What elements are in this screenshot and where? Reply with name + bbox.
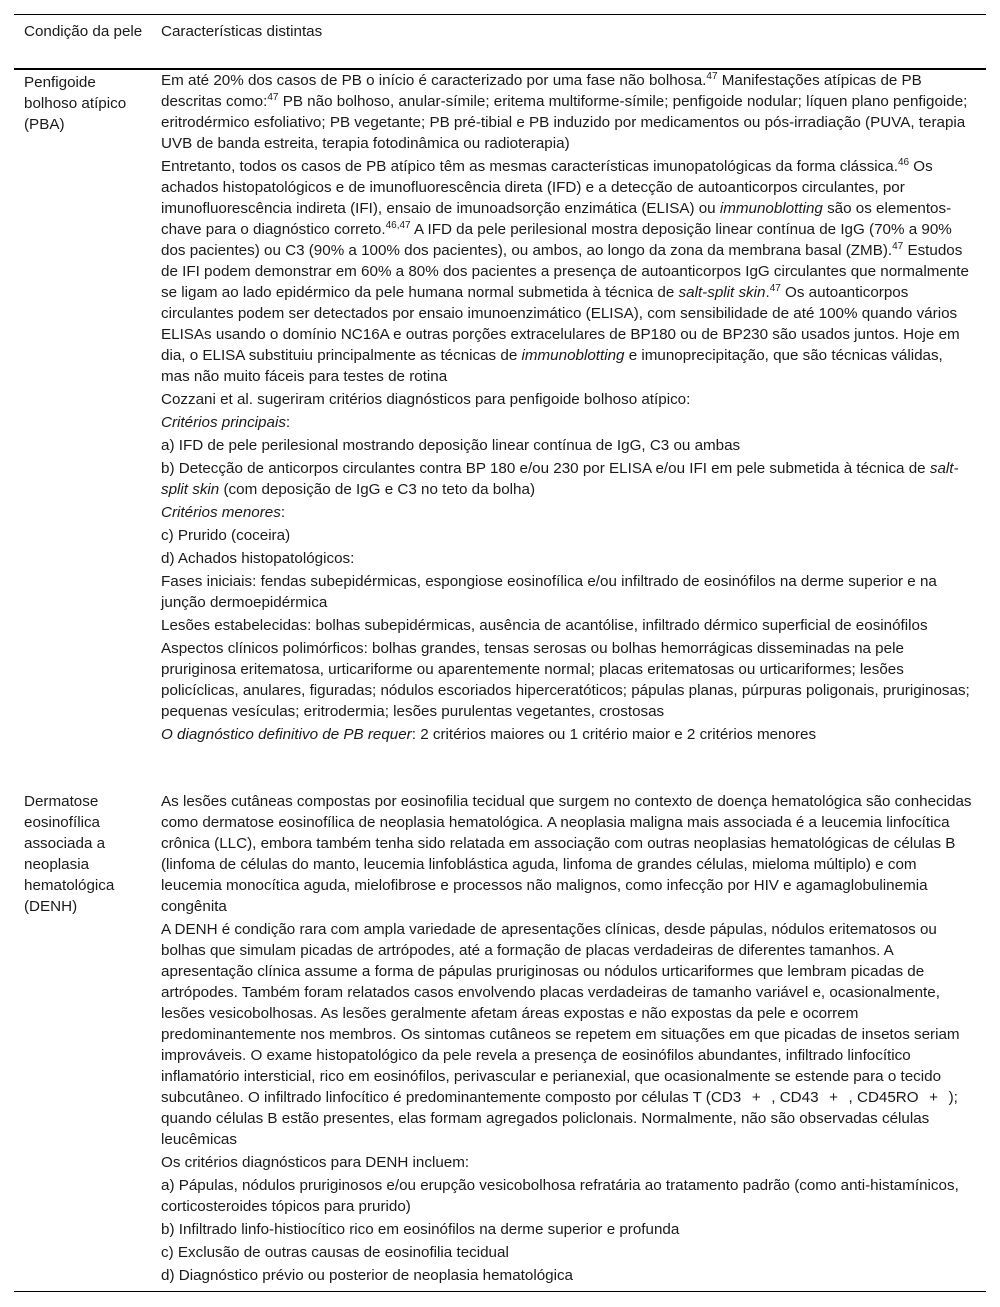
row1-features: [161, 70, 973, 747]
text-run: 46: [897, 156, 910, 168]
text-run: Lesões estabelecidas: bolhas subepidérmicas, ausência de acantólise, infiltrado dérmico superficial de eosinófilos: [161, 617, 928, 634]
text-run: .: [765, 284, 770, 301]
text-run: 47: [769, 282, 781, 294]
header-features: Características distintas: [161, 23, 323, 40]
text-run: O diagnóstico definitivo de PB requer: [161, 726, 412, 743]
text-run: 46,47: [385, 219, 411, 231]
text-run: Manifestações atípicas de PB descritas como:: [161, 72, 922, 110]
text-run: Cozzani et al. sugeriram critérios diagnósticos para penfigoide bolhoso atípico:: [161, 391, 691, 408]
text-run: +: [929, 1089, 939, 1106]
text-run: As lesões cutâneas compostas por eosinofilia tecidual que surgem no contexto de doença hematológica são conhecidas como dermatose eosinofílica de neoplasia hematológica. A neoplasia maligna mais associada é a leucemia linfocítica crônica (LLC), embora também tenha sido relatada em associação com outras neoplasias hematológicas de células B (linfoma de células do manto, leucemia linfoblástica aguda, linfoma de grandes células, mieloma múltiplo) e com leucemia monocítica aguda, mielofibrose e processos não malignos, como infecção por HIV e agamaglobulinemia congênita: [161, 793, 972, 915]
text-run: 47: [892, 240, 904, 252]
header-condition: Condição da pele: [24, 23, 143, 40]
text-run: Critérios principais: [161, 414, 286, 431]
text-run: +: [751, 1089, 761, 1106]
text-run: a) IFD de pele perilesional mostrando deposição linear contínua de IgG, C3 ou ambas: [161, 437, 741, 454]
table-top-rule: [14, 14, 986, 15]
text-run: Entretanto, todos os casos de PB atípico têm as mesmas características imunopatológicas da forma clássica.: [161, 158, 898, 175]
paragraph: [161, 638, 973, 722]
text-run: b) Infiltrado linfo-histiocítico rico em eosinófilos na derme superior e profunda: [161, 1221, 680, 1238]
text-run: Estudos de IFI podem demonstrar em 60% a 80% dos pacientes a presença de autoanticorpos IgG circulantes que normalmente se ligam ao lado epidérmico da pele humana normal submetida à técnica de: [161, 242, 969, 301]
paragraph: [161, 571, 973, 613]
text-run: salt-split skin: [678, 284, 766, 301]
text-run: d) Achados histopatológicos:: [161, 550, 355, 567]
paragraph: [161, 548, 973, 569]
text-run: 47: [267, 91, 279, 103]
row1-condition: Penfigoide bolhoso atípico (PBA): [24, 74, 127, 133]
text-run: d) Diagnóstico prévio ou posterior de neoplasia hematológica: [161, 1267, 573, 1284]
paragraph: [161, 458, 973, 500]
paragraph: [161, 156, 973, 387]
text-run: :: [280, 504, 286, 521]
paragraph: [161, 70, 973, 154]
paragraph: [161, 1242, 973, 1263]
paragraph: [161, 502, 973, 523]
paragraph: [161, 389, 973, 410]
text-run: , CD43: [771, 1089, 819, 1106]
paragraph: [161, 724, 973, 745]
text-run: são os elementos-chave para o diagnóstico correto.: [161, 200, 952, 238]
row2-features: [161, 791, 973, 1288]
paragraph: [161, 1152, 973, 1173]
text-run: PB não bolhoso, anular-símile; eritema multiforme-símile; penfigoide nodular; líquen plano penfigoide; eritrodérmico esfoliativo; PB vegetante; PB pré-tibial e PB induzido por medicamentos ou pós-irradiação (PUVA, terapia UVB de banda estreita, terapia fotodinâmica ou radioterapia): [161, 93, 968, 152]
text-run: Em até 20% dos casos de PB o início é caracterizado por uma fase não bolhosa.: [161, 72, 707, 89]
text-run: (com deposição de IgG e C3 no teto da bolha): [219, 481, 536, 498]
paragraph: [161, 435, 973, 456]
text-run: , CD45RO: [848, 1089, 919, 1106]
text-run: : 2 critérios maiores ou 1 critério maior e 2 critérios menores: [411, 726, 817, 743]
text-run: Aspectos clínicos polimórficos: bolhas grandes, tensas serosas ou bolhas hemorrágicas disseminadas na pele pruriginosa eritematosa, urticariforme ou aparentemente normal; placas eritematosas ou urticariformes; lesões policíclicas, anulares, figuradas; nódulos escoriados hiperceratóticos; pápulas planas, púrpuras poligonais, pruriginosas; pequenas vesículas; eritrodermia; lesões purulentas vegetantes, crostosas: [161, 640, 970, 720]
text-run: Critérios menores: [161, 504, 281, 521]
text-run: Os autoanticorpos circulantes podem ser detectados por ensaio imunoenzimático (ELISA), com sensibilidade de até 100% quando vários ELISAs usando o domínio NC16A e outras porções extracelulares de BP180 ou de BP230 são usados juntos. Hoje em dia, o ELISA substituiu principalmente as técnicas de: [161, 284, 960, 364]
text-run: A IFD da pele perilesional mostra deposição linear contínua de IgG (70% a 90% dos pacientes) ou C3 (90% a 100% dos pacientes), ou ambos, ao longo da zona da membrana basal (ZMB).: [161, 221, 952, 259]
paragraph: [161, 615, 973, 636]
text-run: :: [285, 414, 291, 431]
text-run: c) Exclusão de outras causas de eosinofilia tecidual: [161, 1244, 509, 1261]
text-run: ); quando células B estão presentes, elas formam agregados policlonais. Normalmente, não são observadas células leucêmicas: [161, 1089, 958, 1148]
paragraph: [161, 1175, 973, 1217]
text-run: Os achados histopatológicos e de imunofluorescência direta (IFD) e a detecção de autoanticorpos circulantes, por imunofluorescência indireta (IFI), ensaio de imunoadsorção enzimática (ELISA) ou: [161, 158, 933, 217]
text-run: 47: [706, 70, 718, 82]
paragraph: [161, 791, 973, 917]
text-run: immunoblotting: [521, 347, 625, 364]
text-run: a) Pápulas, nódulos pruriginosos e/ou erupção vesicobolhosa refratária ao tratamento padrão (como anti-histamínicos, corticosteroides tópicos para prurido): [161, 1177, 959, 1215]
paragraph: [161, 412, 973, 433]
text-run: +: [829, 1089, 838, 1106]
row2-condition: Dermatose eosinofílica associada a neoplasia hematológica (DENH): [24, 793, 115, 915]
paragraph: [161, 1219, 973, 1240]
text-run: e imunoprecipitação, que são técnicas válidas, mas não muito fáceis para testes de rotina: [161, 347, 943, 385]
text-run: c) Prurido (coceira): [161, 527, 291, 544]
text-run: A DENH é condição rara com ampla variedade de apresentações clínicas, desde pápulas, nódulos eritematosos ou bolhas que simulam picadas de artrópodes, até a formação de placas verdadeiras de diferentes tamanhos. A apresentação clínica assume a forma de pápulas pruriginosas ou nódulos urticariformes que lembram picadas de artrópodes. Também foram relatados casos envolvendo placas verdadeiras de tamanho variável e, ocasionalmente, lesões vesicobolhosas. As lesões geralmente afetam áreas expostas e não expostas da pele e ocorrem predominantemente nos membros. Os sintomas cutâneos se repetem em situações em que picadas de insetos seriam improváveis. O exame histopatológico da pele revela a presença de eosinófilos abundantes, infiltrado linfocítico inflamatório intersticial, rico em eosinófilos, perivascular e perianexial, que ocasionalmente se estende para o tecido subcutâneo. O infiltrado linfocítico é predominantemente composto por células T (CD3: [161, 921, 960, 1106]
text-run: Fases iniciais: fendas subepidérmicas, espongiose eosinofílica e/ou infiltrado de eosinófilos na derme superior e na junção dermoepidérmica: [161, 573, 937, 611]
text-run: salt-split skin: [161, 460, 959, 498]
paragraph: [161, 1265, 973, 1286]
text-run: immunoblotting: [719, 200, 823, 217]
table-bottom-rule: [14, 1291, 986, 1292]
paragraph: [161, 525, 973, 546]
text-run: b) Detecção de anticorpos circulantes contra BP 180 e/ou 230 por ELISA e/ou IFI em pele submetida à técnica de: [161, 460, 930, 477]
text-run: Os critérios diagnósticos para DENH incluem:: [161, 1154, 470, 1171]
paragraph: [161, 919, 973, 1150]
